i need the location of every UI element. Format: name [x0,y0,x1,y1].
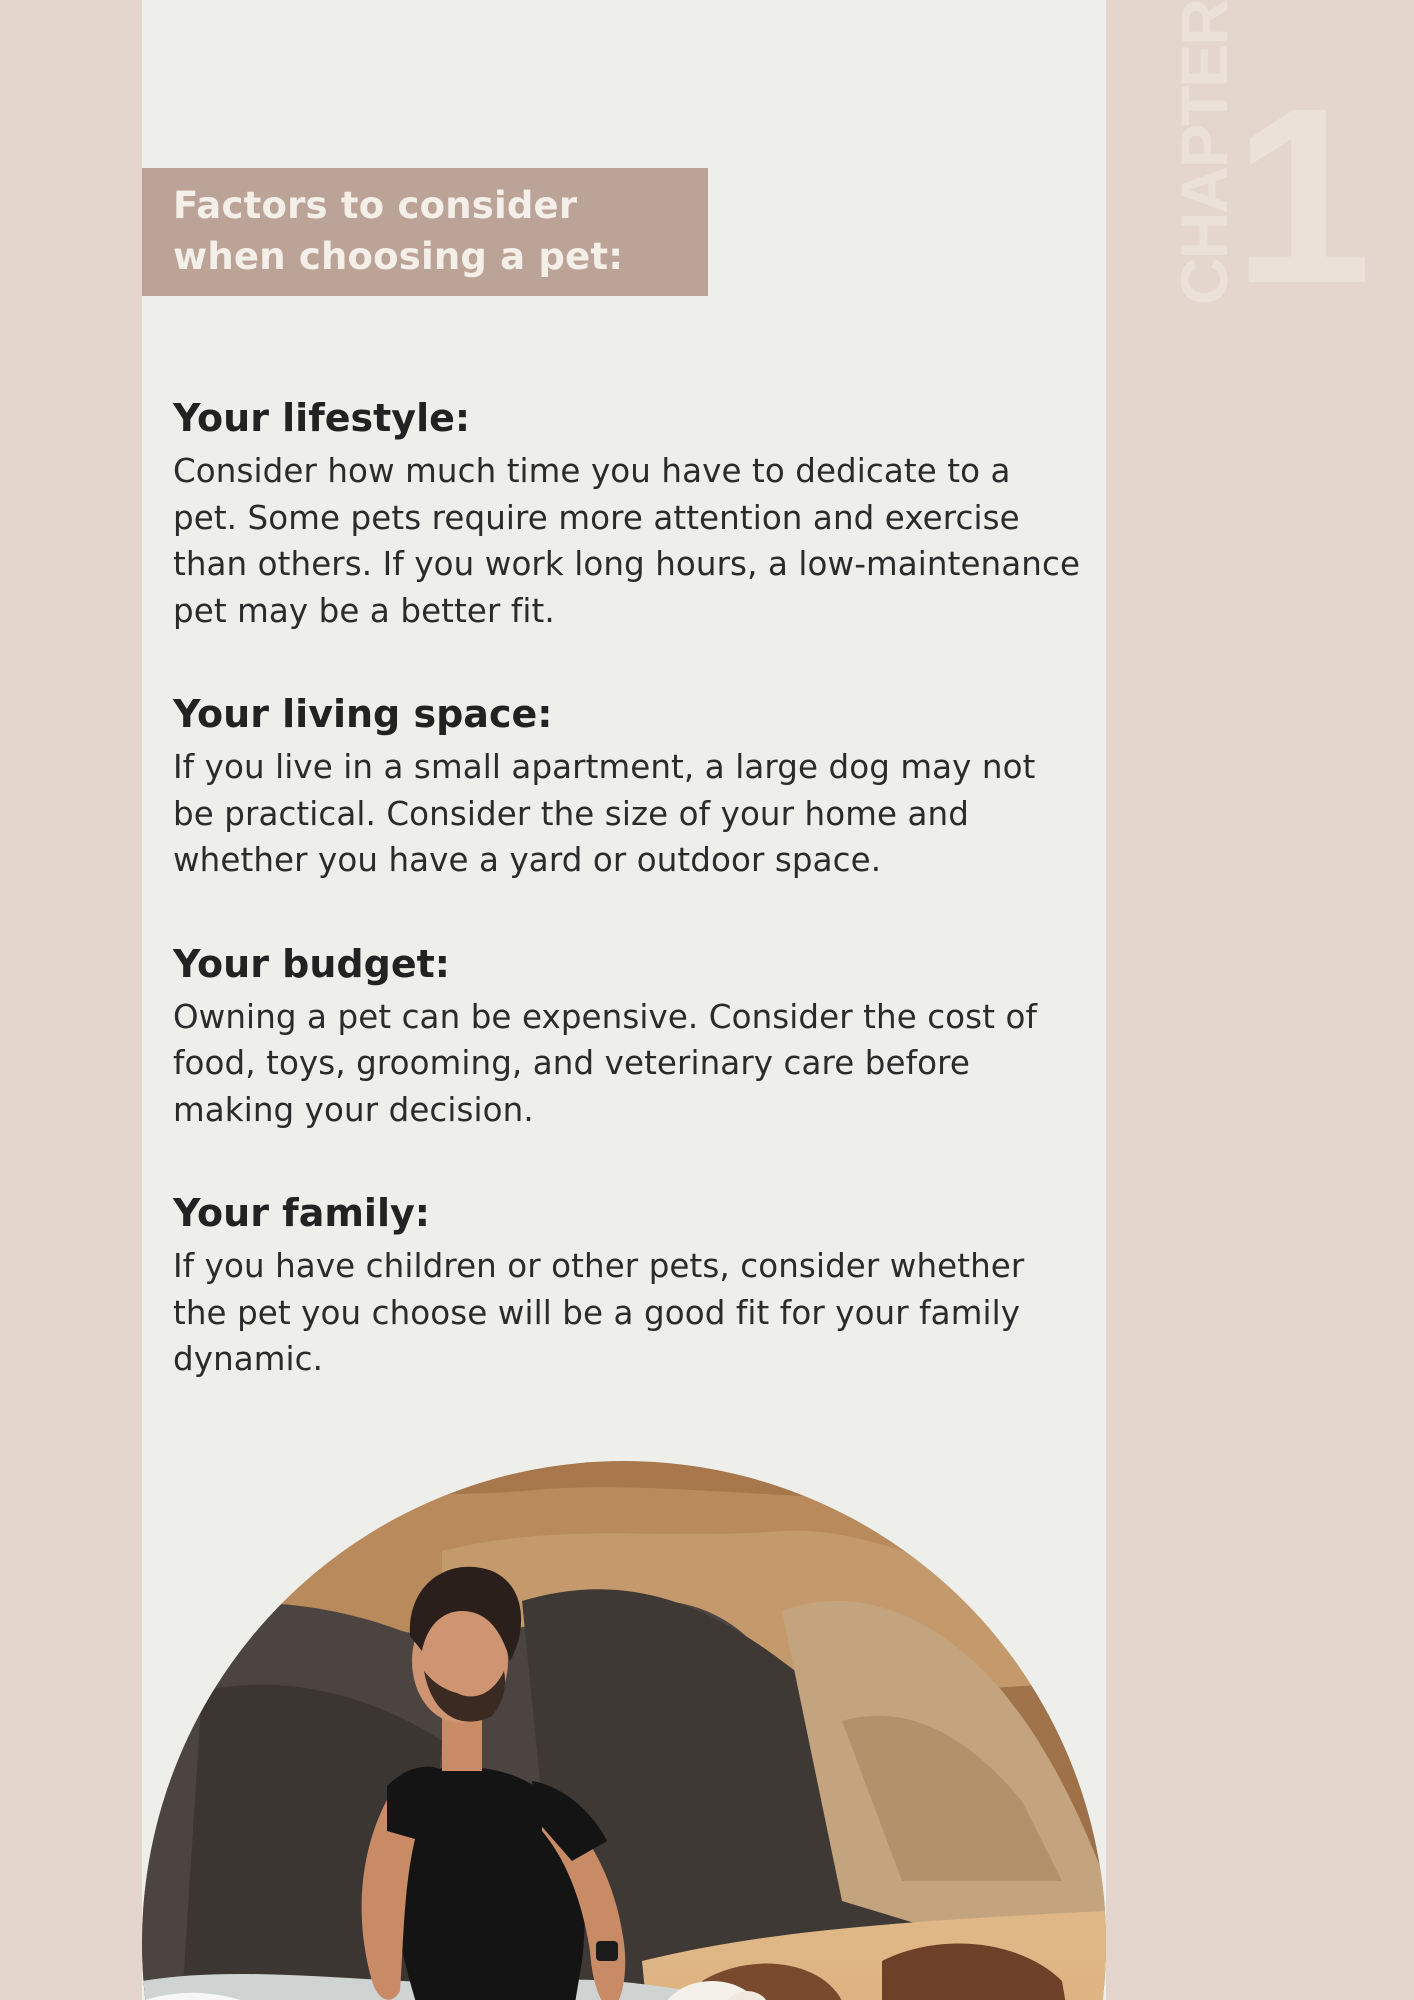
factors-list [173,392,1083,1437]
section-body: If you live in a small apartment, a large dog may not be practical. Consider the size of your home and whether you have a yard or outdoor space. [173,748,1036,879]
section-heading: Your lifestyle: [173,396,471,440]
chapter-number: 1 [1233,56,1373,335]
section-budget [173,938,1083,1134]
section-heading: Your living space: [173,692,553,736]
section-heading: Your budget: [173,941,450,986]
section-body: Consider how much time you have to dedicate to a pet. Some pets require more attention and exercise than others. If you work long hours, a low-maintenance pet may be a better fit. [173,452,1081,630]
section-body: If you have children or other pets, consider whether the pet you choose will be a good fit for your family dynamic. [173,1247,1025,1378]
chapter-label: CHAPTER [1167,0,1241,305]
man-running-with-dog-on-beach-photo [142,1461,1106,2000]
title-banner [142,168,708,296]
section-body: Owning a pet can be expensive. Consider the cost of food, toys, grooming, and veterinary care before making your decision. [173,997,1038,1129]
beach-photo-illustration [142,1461,1106,2000]
section-family [173,1187,1083,1383]
content-panel [142,0,1106,2000]
chapter-marker [1165,0,1373,335]
page-title: Factors to consider when choosing a pet: [173,184,624,278]
section-lifestyle [173,392,1083,634]
section-living-space [173,688,1083,884]
section-heading: Your family: [173,1191,430,1235]
